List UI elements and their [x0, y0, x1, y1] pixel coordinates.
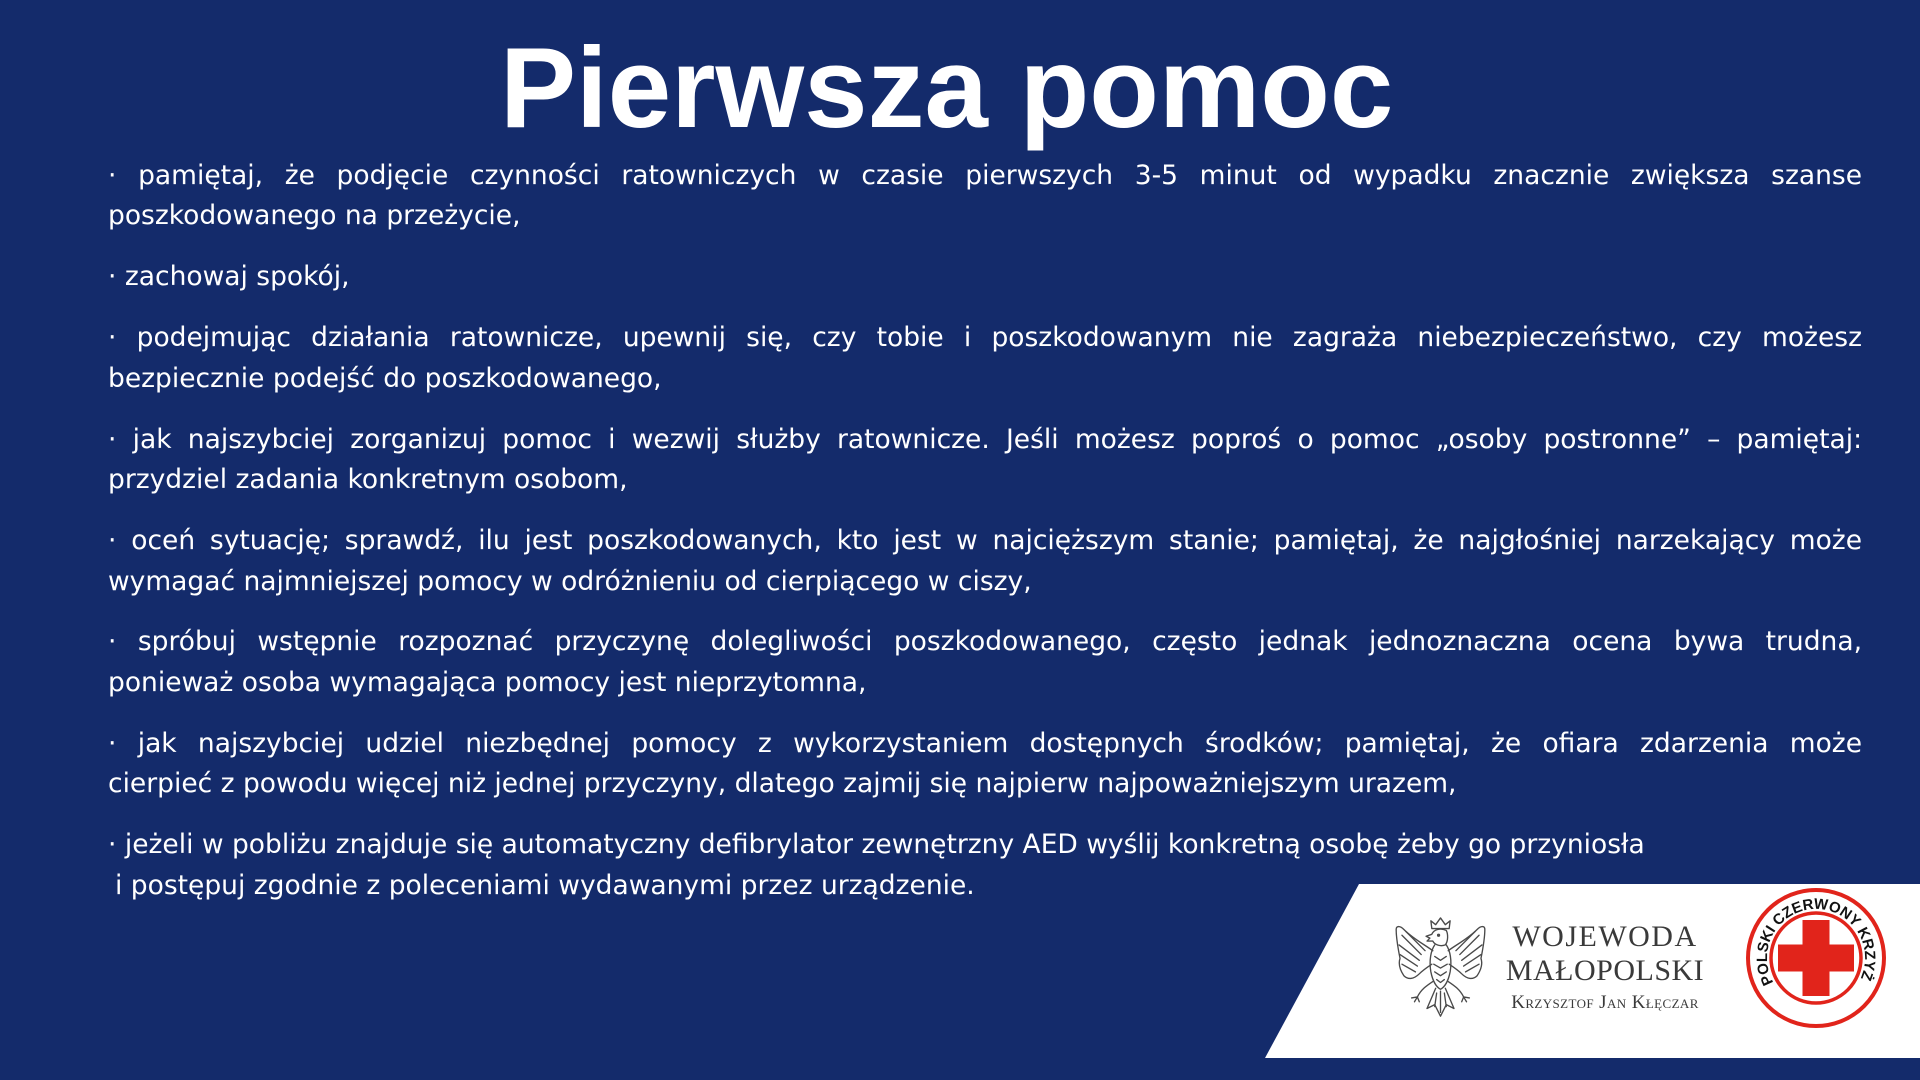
instruction-line: i postępuj zgodnie z poleceniami wydawanymi przez urządzenie. [115, 869, 975, 901]
instruction-paragraph [108, 622, 1862, 703]
first-aid-instructions [108, 156, 1862, 927]
voivode-name: Krzysztof Jan Kłęczar [1511, 992, 1699, 1013]
eagle-emblem-icon [1392, 916, 1489, 1022]
instruction-paragraph [108, 257, 1862, 297]
instruction-paragraph [108, 420, 1862, 501]
instruction-line: poszkodowanego na przeżycie, [108, 200, 521, 232]
instruction-line: · podejmując działania ratownicze, upewnij się, czy tobie i poszkodowanym nie zagraża niebezpieczeństwo, czy możesz [108, 322, 1862, 354]
instruction-line: cierpieć z powodu więcej niż jednej przyczyny, dlatego zajmij się najpierw najpoważniejszym urazem, [108, 768, 1457, 800]
instruction-line: · jak najszybciej udziel niezbędnej pomocy z wykorzystaniem dostępnych środków; pamiętaj, że ofiara zdarzenia może [108, 727, 1862, 759]
instruction-line: przydziel zadania konkretnym osobom, [108, 464, 628, 496]
instruction-line: wymagać najmniejszej pomocy w odróżnieniu od cierpiącego w ciszy, [108, 565, 1032, 597]
instruction-line: · oceń sytuację; sprawdź, ilu jest poszkodowanych, kto jest w najcięższym stanie; pamiętaj, że najgłośniej narzekający może [108, 525, 1862, 557]
instruction-line: · zachowaj spokój, [108, 261, 350, 293]
instruction-line: ponieważ osoba wymagająca pomocy jest nieprzytomna, [108, 666, 867, 698]
page-title: Pierwsza pomoc [500, 25, 1394, 152]
instruction-paragraph [108, 156, 1862, 237]
instruction-paragraph [108, 318, 1862, 399]
red-cross-ring-label: POLSKI CZERWONY KRZYŻ [1753, 895, 1879, 989]
office-line-1: WOJEWODA [1512, 920, 1698, 953]
instruction-line: · jak najszybciej zorganizuj pomoc i wezwij służby ratownicze. Jeśli możesz poproś o pomoc „osoby postronne” – pamiętaj: [108, 423, 1862, 455]
instruction-line: · pamiętaj, że podjęcie czynności ratowniczych w czasie pierwszych 3-5 minut od wypadku znacznie zwiększa szanse [108, 160, 1862, 191]
instruction-line: · spróbuj wstępnie rozpoznać przyczynę dolegliwości poszkodowanego, często jednak jednoznaczna ocena bywa trudna, [108, 626, 1862, 658]
instruction-line: · jeżeli w pobliżu znajduje się automatyczny defibrylator zewnętrzny AED wyślij konkretną osobę żeby go przyniosła [108, 829, 1645, 861]
red-cross-icon [1744, 886, 1888, 1030]
instruction-paragraph [108, 521, 1862, 602]
instruction-paragraph [108, 724, 1862, 805]
office-line-2: MAŁOPOLSKI [1505, 954, 1705, 987]
instruction-line: bezpiecznie podejść do poszkodowanego, [108, 362, 662, 394]
voivode-office-text [1500, 920, 1710, 1016]
